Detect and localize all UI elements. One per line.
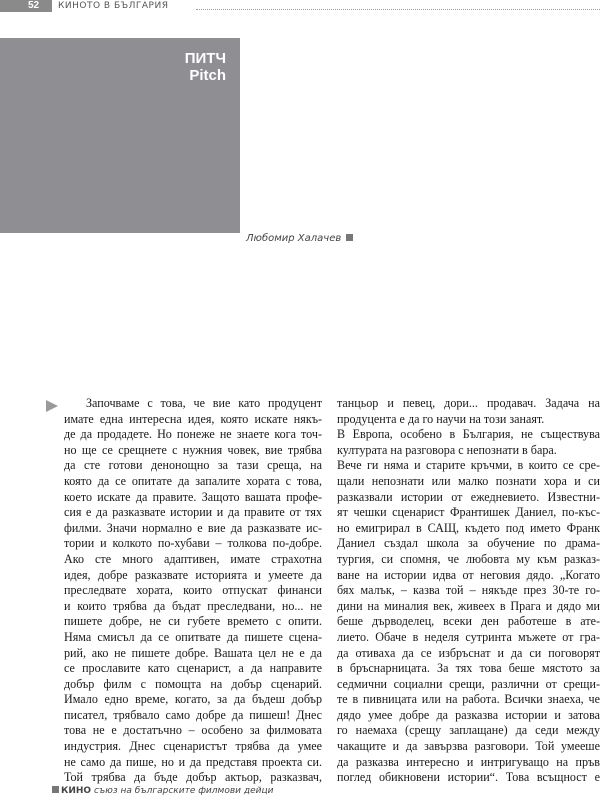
text-line: сия е да разказвате истории и да правите от тях: [64, 505, 322, 520]
footer-brand: КИНО: [61, 786, 92, 796]
text-line: седмични социални срещи, различни от срещи-: [337, 676, 600, 691]
text-line: ване на истории идва от неговия дядо. „Когато: [337, 567, 600, 582]
page-header: [0, 0, 600, 14]
text-line: да разказва интересно и интригуващо на пръв: [337, 754, 600, 769]
text-line: което искате да правите. Защото вашата профе-: [64, 489, 322, 504]
text-line: продуцента е да го научи на този занаят.: [337, 411, 545, 426]
author-name: Любомир Халачев: [246, 233, 342, 244]
text-line: бях малък, – казва той – някъде през 30-те го-: [337, 583, 600, 598]
text-line: която да се опитате да запалите хората с това,: [64, 473, 322, 488]
text-line: рий, ако не пишете добре. Вашата цел не е да: [64, 645, 322, 660]
text-line: тургия, си спомня, че любовта му към разказ-: [337, 551, 600, 566]
text-line: но ще се срещнете с нужния човек, вие трябва: [64, 442, 322, 457]
text-line: поглед обикновени истории“. Това всъщност е: [337, 770, 600, 785]
text-line: това не е достатъчно – особено за филмовата: [64, 723, 322, 738]
text-line: Вече ги няма и старите кръчми, в които се сре-: [337, 458, 600, 473]
triangle-bullet-icon: [46, 400, 58, 412]
text-line: дини на миналия век, живеех в Прага и дядо ми: [337, 598, 600, 613]
text-line: ят чешки сценарист Франтишек Даниел, по-къс-: [337, 505, 600, 520]
text-line: беше дърводелец, всеки ден работеше в ате-: [337, 614, 600, 629]
text-line: дядо умее добре да разказва истории и затова: [337, 707, 600, 722]
text-line: щали непознати или малко познати хора и си: [337, 473, 600, 488]
text-line: да сте готови денонощно за тази среща, на: [64, 458, 322, 473]
text-line: пишете добре, не си губете времето с опити.: [64, 614, 322, 629]
text-line: добър филм с помощта на добър сценарий.: [64, 676, 322, 691]
text-line: писател, трябвало само добре да пишеш! Днес: [64, 707, 322, 722]
text-line: Той трябва да бъде добър актьор, разказвач,: [64, 770, 322, 785]
title-english: Pitch: [189, 67, 226, 84]
text-line: индустрия. Днес сценаристът трябва да умее: [64, 739, 322, 754]
text-line: Даниел създал школа за обучение по драма-: [337, 536, 600, 551]
text-line: не само да пише, но и да представя проекта си.: [64, 754, 322, 769]
text-line: лието. Обаче в неделя сутринта мъжете от гра-: [337, 629, 600, 644]
text-line: но емигрирал в САЩ, където под името Франк: [337, 520, 600, 535]
title-bulgarian: ПИТЧ: [184, 50, 226, 67]
text-line: Няма смисъл да се опитвате да пишете сцена-: [64, 629, 322, 644]
footer-text: съюз на българските филмови дейци: [93, 786, 274, 796]
text-line: Ако сте много адаптивен, имате страхотна: [64, 551, 322, 566]
author-byline: [246, 233, 353, 244]
text-line: де да продадете. Но понеже не знаете кога точ-: [64, 427, 322, 442]
text-line: го наемаха (срещу заплащане) да седи между: [337, 723, 600, 738]
square-marker-icon: [346, 234, 353, 241]
header-dotted-rule: [196, 9, 600, 10]
article-title: [0, 50, 226, 84]
text-line: филми. Значи нормално е вие да разказвате ис-: [64, 520, 322, 535]
text-line: преследвате хората, които отпускат финанси: [64, 583, 322, 598]
text-line: Имало едно време, когато, за да бъдеш добър: [64, 692, 322, 707]
text-column-left: [64, 396, 322, 786]
text-line: идея, добре разказвате историята и умеете да: [64, 567, 322, 582]
page-footer: [52, 786, 273, 796]
square-marker-icon: [52, 786, 59, 793]
text-line: имате една интересна идея, която искате някъ-: [64, 411, 322, 426]
text-line: танцьор и певец, дори... продавач. Задача на: [337, 396, 600, 410]
text-line: Започваме с това, че вие като продуцент: [86, 396, 322, 410]
text-line: чакащите и да завързва разговори. Той умееше: [337, 739, 600, 754]
text-line: тории и колкото по-хубави – толкова по-добре.: [64, 536, 322, 551]
text-line: културата на разговора с непознати в бара.: [337, 442, 557, 457]
text-line: се прославите като сценарист, а да направите: [64, 661, 322, 676]
running-title: КИНОТО В БЪЛГАРИЯ: [58, 1, 169, 11]
text-column-right: [337, 396, 600, 786]
page-number: 52: [0, 0, 52, 12]
text-line: те в пивницата или на работа. Всички знаеха, че: [337, 692, 600, 707]
text-line: и които трябва да бъдат преследвани, но... не: [64, 598, 322, 613]
text-line: в бръснарницата. За тях това беше мястото за: [337, 661, 600, 676]
text-line: разказвали истории от ежедневието. Известни-: [337, 489, 600, 504]
text-line: да отиваха да се избръснат и да си поговорят: [337, 645, 600, 660]
text-line: В Европа, особено в България, не съществува: [337, 427, 600, 442]
